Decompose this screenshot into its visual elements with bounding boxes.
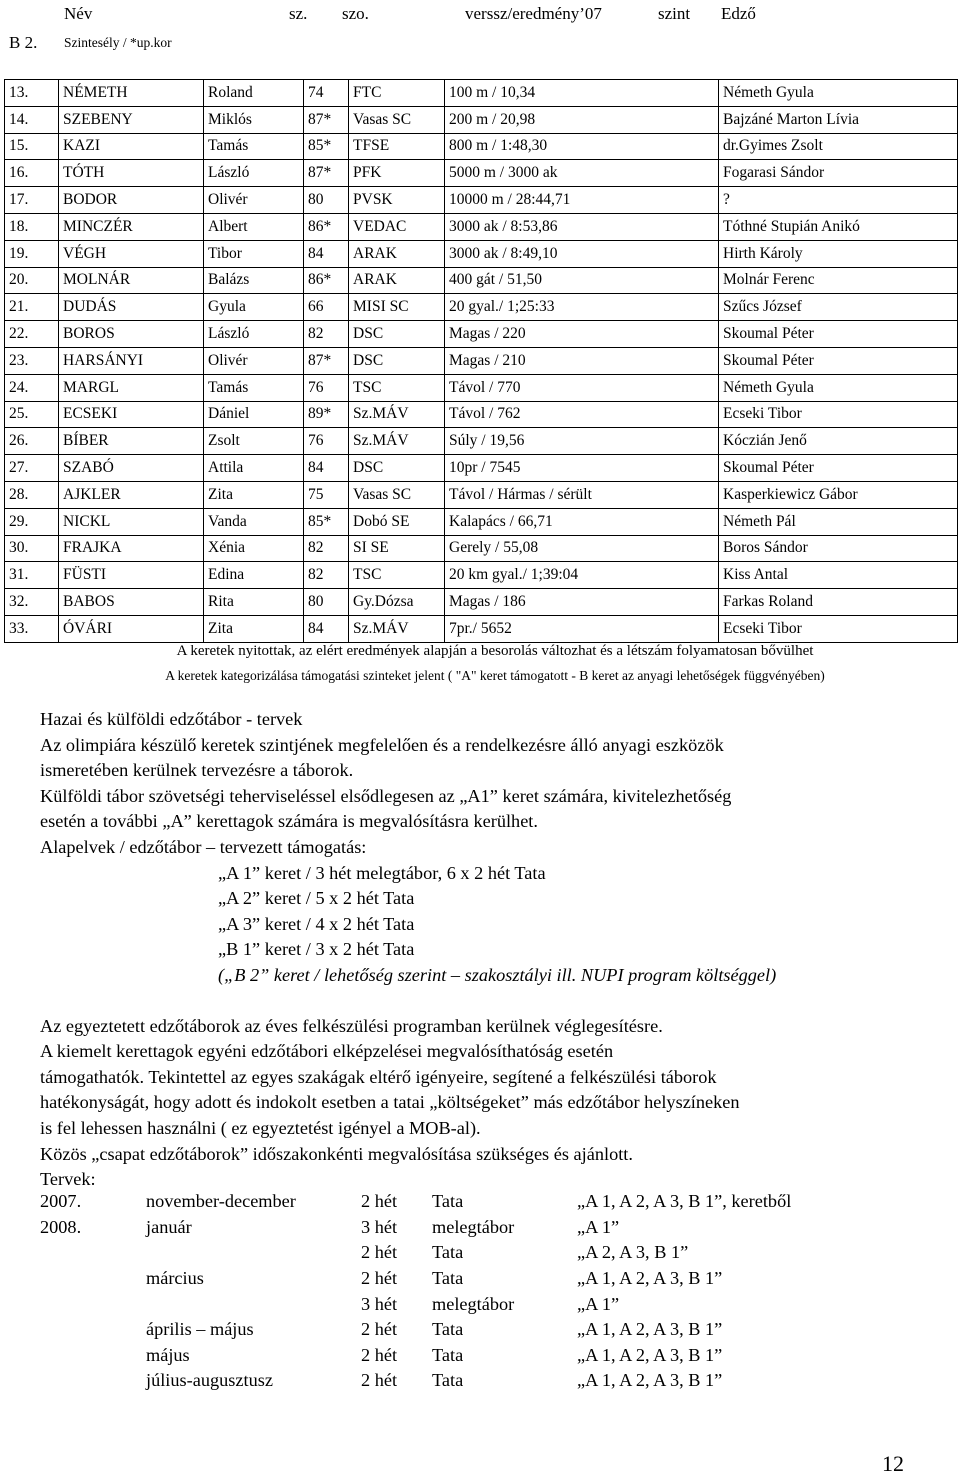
cell-birth-year: 84 xyxy=(304,615,349,642)
paragraph: Tervek: xyxy=(40,1169,96,1190)
cell-surname: FRAJKA xyxy=(59,535,204,562)
plan-duration: 2 hét xyxy=(361,1370,398,1391)
header-verssz: verssz/eredmény’07 xyxy=(465,4,602,23)
cell-given-name: Olivér xyxy=(204,347,304,374)
cell-coach: Szűcs József xyxy=(719,294,958,321)
cell-event-result: Távol / 762 xyxy=(445,401,719,428)
plan-year xyxy=(40,1368,146,1394)
cell-given-name: László xyxy=(204,160,304,187)
cell-birth-year: 85* xyxy=(304,133,349,160)
table-row xyxy=(5,160,958,187)
cell-coach: Hirth Károly xyxy=(719,240,958,267)
cell-surname: NICKL xyxy=(59,508,204,535)
cell-event-result: Távol / 770 xyxy=(445,374,719,401)
table-row xyxy=(5,401,958,428)
cell-coach: Skoumal Péter xyxy=(719,347,958,374)
cell-event-result: Súly / 19,56 xyxy=(445,428,719,455)
cell-event-result: 3000 ak / 8:49,10 xyxy=(445,240,719,267)
plan-row xyxy=(40,1266,877,1292)
cell-event-result: 800 m / 1:48,30 xyxy=(445,133,719,160)
cell-given-name: Roland xyxy=(204,80,304,107)
plan-squads: „A 1, A 2, A 3, B 1”, keretből xyxy=(577,1191,792,1212)
cell-coach: dr.Gyimes Zsolt xyxy=(719,133,958,160)
cell-birth-year: 66 xyxy=(304,294,349,321)
plan-row xyxy=(40,1317,877,1343)
cell-rank: 22. xyxy=(5,321,59,348)
plan-period: július-augusztusz xyxy=(146,1370,273,1391)
cell-club: ARAK xyxy=(349,240,445,267)
cell-given-name: Tibor xyxy=(204,240,304,267)
cell-birth-year: 87* xyxy=(304,106,349,133)
cell-event-result: 20 gyal./ 1;25:33 xyxy=(445,294,719,321)
cell-coach: Bajzáné Marton Lívia xyxy=(719,106,958,133)
cell-event-result: Magas / 186 xyxy=(445,589,719,616)
cell-club: ARAK xyxy=(349,267,445,294)
plan-duration: 2 hét xyxy=(361,1191,398,1212)
cell-rank: 23. xyxy=(5,347,59,374)
table-row xyxy=(5,428,958,455)
cell-given-name: Zita xyxy=(204,481,304,508)
header-nev: Név xyxy=(64,4,93,23)
cell-club: Gy.Dózsa xyxy=(349,589,445,616)
cell-event-result: 400 gát / 51,50 xyxy=(445,267,719,294)
plan-year xyxy=(40,1317,146,1343)
cell-club: TFSE xyxy=(349,133,445,160)
table-header xyxy=(0,0,960,62)
cell-event-result: 7pr./ 5652 xyxy=(445,615,719,642)
cell-surname: ÓVÁRI xyxy=(59,615,204,642)
cell-rank: 19. xyxy=(5,240,59,267)
cell-coach: ? xyxy=(719,187,958,214)
plan-location: Tata xyxy=(432,1319,464,1340)
plan-location: Tata xyxy=(432,1242,464,1263)
cell-coach: Németh Pál xyxy=(719,508,958,535)
plan-row xyxy=(40,1343,877,1369)
cell-birth-year: 86* xyxy=(304,213,349,240)
plan-period: május xyxy=(146,1344,190,1365)
cell-birth-year: 84 xyxy=(304,455,349,482)
paragraph: támogathatók. Tekintettel az egyes szakágak eltérő igényeire, segítené a felkészülési táborok xyxy=(40,1066,717,1087)
paragraph: ismeretében kerülnek tervezésre a táborok. xyxy=(40,760,354,781)
cell-given-name: Zsolt xyxy=(204,428,304,455)
paragraph: „A 1” keret / 3 hét melegtábor, 6 x 2 hét Tata xyxy=(218,862,546,883)
page-number: 12 xyxy=(882,1451,904,1476)
table-row xyxy=(5,374,958,401)
cell-rank: 15. xyxy=(5,133,59,160)
camp-plan-table xyxy=(40,1189,877,1394)
cell-rank: 14. xyxy=(5,106,59,133)
cell-coach: Németh Gyula xyxy=(719,374,958,401)
cell-event-result: Magas / 220 xyxy=(445,321,719,348)
plan-location: Tata xyxy=(432,1344,464,1365)
paragraph: Külföldi tábor szövetségi teherviseléssel elsődlegesen az „A1” keret számára, kivitelezhetőség xyxy=(40,785,732,806)
cell-surname: VÉGH xyxy=(59,240,204,267)
plan-squads: „A 1” xyxy=(577,1216,620,1237)
plan-squads: „A 1, A 2, A 3, B 1” xyxy=(577,1319,723,1340)
plan-year xyxy=(40,1266,146,1292)
paragraph: is fel lehessen használni ( ez egyeztetést igényel a MOB-al). xyxy=(40,1117,481,1138)
cell-event-result: 20 km gyal./ 1;39:04 xyxy=(445,562,719,589)
plan-year xyxy=(40,1343,146,1369)
plan-period xyxy=(146,1291,361,1317)
plan-duration: 3 hét xyxy=(361,1216,398,1237)
athlete-table xyxy=(4,79,958,643)
cell-given-name: Vanda xyxy=(204,508,304,535)
cell-surname: HARSÁNYI xyxy=(59,347,204,374)
plan-duration: 2 hét xyxy=(361,1319,398,1340)
cell-coach: Kiss Antal xyxy=(719,562,958,589)
header-szint: szint xyxy=(658,4,691,23)
table-row xyxy=(5,80,958,107)
cell-club: Sz.MÁV xyxy=(349,401,445,428)
plan-squads: „A 1, A 2, A 3, B 1” xyxy=(577,1268,723,1289)
plan-squads: „A 1, A 2, A 3, B 1” xyxy=(577,1370,723,1391)
cell-given-name: Zita xyxy=(204,615,304,642)
cell-given-name: Olivér xyxy=(204,187,304,214)
cell-club: PVSK xyxy=(349,187,445,214)
cell-birth-year: 75 xyxy=(304,481,349,508)
cell-club: VEDAC xyxy=(349,213,445,240)
cell-birth-year: 86* xyxy=(304,267,349,294)
paragraph: Az olimpiára készülő keretek szintjének megfelelően és a rendelkezésre álló anyagi eszközök xyxy=(40,734,724,755)
paragraph: „B 1” keret / 3 x 2 hét Tata xyxy=(218,939,415,960)
cell-birth-year: 80 xyxy=(304,187,349,214)
cell-surname: FÜSTI xyxy=(59,562,204,589)
body-text xyxy=(40,707,940,1193)
cell-club: MISI SC xyxy=(349,294,445,321)
cell-club: TSC xyxy=(349,374,445,401)
cell-surname: SZEBENY xyxy=(59,106,204,133)
cell-rank: 27. xyxy=(5,455,59,482)
cell-rank: 13. xyxy=(5,80,59,107)
plan-period: november-december xyxy=(146,1191,296,1212)
cell-rank: 32. xyxy=(5,589,59,616)
cell-club: DSC xyxy=(349,455,445,482)
cell-rank: 25. xyxy=(5,401,59,428)
note-open-squads: A keretek nyitottak, az elért eredmények alapján a besorolás változhat és a létszám folyamatosan bővülhet xyxy=(176,643,814,659)
cell-coach: Kasperkiewicz Gábor xyxy=(719,481,958,508)
cell-rank: 20. xyxy=(5,267,59,294)
cell-birth-year: 82 xyxy=(304,321,349,348)
cell-surname: BÍBER xyxy=(59,428,204,455)
cell-event-result: Magas / 210 xyxy=(445,347,719,374)
cell-coach: Boros Sándor xyxy=(719,535,958,562)
cell-event-result: 100 m / 10,34 xyxy=(445,80,719,107)
plan-location: melegtábor xyxy=(432,1293,515,1314)
cell-coach: Farkas Roland xyxy=(719,589,958,616)
plan-row xyxy=(40,1291,877,1317)
cell-birth-year: 82 xyxy=(304,562,349,589)
plan-period: március xyxy=(146,1268,204,1289)
cell-coach: Németh Gyula xyxy=(719,80,958,107)
cell-birth-year: 89* xyxy=(304,401,349,428)
cell-club: Vasas SC xyxy=(349,106,445,133)
cell-rank: 31. xyxy=(5,562,59,589)
cell-coach: Ecseki Tibor xyxy=(719,615,958,642)
cell-surname: SZABÓ xyxy=(59,455,204,482)
table-row xyxy=(5,106,958,133)
cell-club: FTC xyxy=(349,80,445,107)
paragraph: „A 3” keret / 4 x 2 hét Tata xyxy=(218,913,415,934)
plan-period: április – május xyxy=(146,1319,254,1340)
paragraph: esetén a további „A” kerettagok számára is megvalósításra kerülhet. xyxy=(40,811,538,832)
cell-coach: Skoumal Péter xyxy=(719,455,958,482)
plan-year: 2008. xyxy=(40,1216,82,1237)
cell-surname: TÓTH xyxy=(59,160,204,187)
table-row xyxy=(5,455,958,482)
cell-given-name: Balázs xyxy=(204,267,304,294)
cell-given-name: Xénia xyxy=(204,535,304,562)
cell-given-name: Gyula xyxy=(204,294,304,321)
cell-rank: 28. xyxy=(5,481,59,508)
plan-duration: 2 hét xyxy=(361,1242,398,1263)
cell-given-name: Albert xyxy=(204,213,304,240)
cell-coach: Ecseki Tibor xyxy=(719,401,958,428)
cell-coach: Fogarasi Sándor xyxy=(719,160,958,187)
paragraph: Az egyeztetett edzőtáborok az éves felkészülési programban kerülnek véglegesítésre. xyxy=(40,1015,663,1036)
plan-duration: 2 hét xyxy=(361,1268,398,1289)
cell-surname: BABOS xyxy=(59,589,204,616)
cell-rank: 33. xyxy=(5,615,59,642)
cell-coach: Tóthné Stupián Anikó xyxy=(719,213,958,240)
table-row xyxy=(5,133,958,160)
plan-location: Tata xyxy=(432,1268,464,1289)
plan-squads: „A 1” xyxy=(577,1293,620,1314)
plan-squads: „A 2, A 3, B 1” xyxy=(577,1242,689,1263)
header-szintesely: Szintesély / *up.kor xyxy=(64,35,172,50)
table-row xyxy=(5,213,958,240)
cell-event-result: Gerely / 55,08 xyxy=(445,535,719,562)
plan-location: Tata xyxy=(432,1191,464,1212)
plan-period: január xyxy=(146,1216,192,1237)
table-row xyxy=(5,508,958,535)
cell-surname: NÉMETH xyxy=(59,80,204,107)
cell-given-name: Attila xyxy=(204,455,304,482)
cell-given-name: Dániel xyxy=(204,401,304,428)
plan-duration: 2 hét xyxy=(361,1344,398,1365)
cell-birth-year: 87* xyxy=(304,160,349,187)
cell-club: DSC xyxy=(349,321,445,348)
cell-club: Dobó SE xyxy=(349,508,445,535)
cell-event-result: 10000 m / 28:44,71 xyxy=(445,187,719,214)
cell-surname: BOROS xyxy=(59,321,204,348)
paragraph: „A 2” keret / 5 x 2 hét Tata xyxy=(218,888,415,909)
plan-row xyxy=(40,1240,877,1266)
cell-surname: AJKLER xyxy=(59,481,204,508)
plan-year: 2007. xyxy=(40,1191,82,1212)
table-row xyxy=(5,321,958,348)
cell-club: PFK xyxy=(349,160,445,187)
cell-club: Vasas SC xyxy=(349,481,445,508)
cell-rank: 30. xyxy=(5,535,59,562)
cell-event-result: 200 m / 20,98 xyxy=(445,106,719,133)
cell-given-name: László xyxy=(204,321,304,348)
plan-year xyxy=(40,1291,146,1317)
plan-location: Tata xyxy=(432,1370,464,1391)
cell-birth-year: 87* xyxy=(304,347,349,374)
header-sz: sz. xyxy=(289,4,308,23)
paragraph: Hazai és külföldi edzőtábor - tervek xyxy=(40,709,303,729)
cell-surname: MARGL xyxy=(59,374,204,401)
table-row xyxy=(5,294,958,321)
plan-squads: „A 1, A 2, A 3, B 1” xyxy=(577,1344,723,1365)
cell-birth-year: 85* xyxy=(304,508,349,535)
cell-rank: 24. xyxy=(5,374,59,401)
table-row xyxy=(5,615,958,642)
cell-given-name: Edina xyxy=(204,562,304,589)
group-label: B 2. xyxy=(9,33,38,52)
header-edzo: Edző xyxy=(721,4,756,23)
table-row xyxy=(5,347,958,374)
cell-surname: BODOR xyxy=(59,187,204,214)
cell-surname: DUDÁS xyxy=(59,294,204,321)
cell-birth-year: 76 xyxy=(304,428,349,455)
cell-birth-year: 80 xyxy=(304,589,349,616)
paragraph: Közös „csapat edzőtáborok” időszakonkénti megvalósítása szükséges és ajánlott. xyxy=(40,1143,633,1164)
plan-row xyxy=(40,1368,877,1394)
note-support-levels: A keretek kategorizálása támogatási szinteket jelent ( "A" keret támogatott - B keret az anyagi lehetőségek függvényében) xyxy=(165,668,825,683)
cell-birth-year: 82 xyxy=(304,535,349,562)
header-szo: szo. xyxy=(342,4,369,23)
cell-surname: MINCZÉR xyxy=(59,213,204,240)
cell-coach: Kóczián Jenő xyxy=(719,428,958,455)
cell-coach: Molnár Ferenc xyxy=(719,267,958,294)
plan-year xyxy=(40,1240,146,1266)
plan-duration: 3 hét xyxy=(361,1293,398,1314)
cell-given-name: Tamás xyxy=(204,133,304,160)
cell-rank: 29. xyxy=(5,508,59,535)
cell-surname: KAZI xyxy=(59,133,204,160)
cell-rank: 16. xyxy=(5,160,59,187)
table-row xyxy=(5,562,958,589)
table-row xyxy=(5,267,958,294)
paragraph: Alapelvek / edzőtábor – tervezett támogatás: xyxy=(40,836,367,857)
cell-rank: 21. xyxy=(5,294,59,321)
plan-row xyxy=(40,1189,877,1215)
table-row xyxy=(5,535,958,562)
cell-given-name: Miklós xyxy=(204,106,304,133)
cell-surname: ECSEKI xyxy=(59,401,204,428)
cell-event-result: Távol / Hármas / sérült xyxy=(445,481,719,508)
cell-club: Sz.MÁV xyxy=(349,615,445,642)
table-row xyxy=(5,240,958,267)
table-row xyxy=(5,589,958,616)
paragraph: hatékonyságát, hogy adott és indokolt esetben a tatai „költségeket” más edzőtábor helyszíneken xyxy=(40,1092,740,1113)
cell-birth-year: 76 xyxy=(304,374,349,401)
paragraph: A kiemelt kerettagok egyéni edzőtábori elképzelései megvalósíthatóság esetén xyxy=(40,1041,614,1062)
cell-surname: MOLNÁR xyxy=(59,267,204,294)
table-row xyxy=(5,187,958,214)
cell-event-result: Kalapács / 66,71 xyxy=(445,508,719,535)
cell-given-name: Rita xyxy=(204,589,304,616)
cell-rank: 17. xyxy=(5,187,59,214)
cell-birth-year: 84 xyxy=(304,240,349,267)
plan-location: melegtábor xyxy=(432,1216,515,1237)
cell-event-result: 10pr / 7545 xyxy=(445,455,719,482)
cell-rank: 18. xyxy=(5,213,59,240)
paragraph: („B 2” keret / lehetőség szerint – szakosztályi ill. NUPI program költséggel) xyxy=(218,964,777,985)
cell-rank: 26. xyxy=(5,428,59,455)
cell-club: TSC xyxy=(349,562,445,589)
cell-coach: Skoumal Péter xyxy=(719,321,958,348)
cell-club: SI SE xyxy=(349,535,445,562)
cell-event-result: 5000 m / 3000 ak xyxy=(445,160,719,187)
cell-birth-year: 74 xyxy=(304,80,349,107)
plan-period xyxy=(146,1240,361,1266)
cell-event-result: 3000 ak / 8:53,86 xyxy=(445,213,719,240)
cell-club: Sz.MÁV xyxy=(349,428,445,455)
cell-given-name: Tamás xyxy=(204,374,304,401)
cell-club: DSC xyxy=(349,347,445,374)
table-row xyxy=(5,481,958,508)
plan-row xyxy=(40,1215,877,1241)
